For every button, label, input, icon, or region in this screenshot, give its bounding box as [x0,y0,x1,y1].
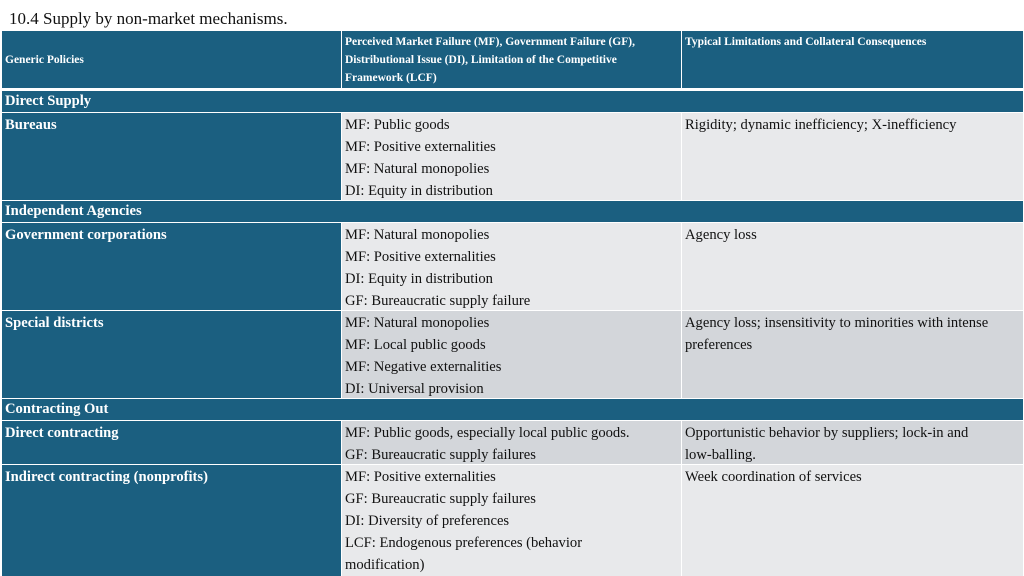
failures-cell [342,421,682,464]
failure-item: MF: Natural monopolies [345,315,490,331]
failures-cell [342,311,682,398]
limitation-item: Agency loss [685,227,757,243]
failure-item: MF: Positive externalities [345,139,496,155]
header-failures-line: Framework (LCF) [345,72,437,84]
policy-cell: Government corporations [2,223,342,310]
section-independent-agencies: Independent Agencies [2,201,1023,223]
limitation-item: low-balling. [685,447,756,463]
table-row-bureaus [2,113,1023,201]
limitations-cell [682,113,1023,200]
failure-item: MF: Public goods, especially local public goods. [345,425,630,441]
failure-item: DI: Diversity of preferences [345,513,510,529]
failure-item: MF: Positive externalities [345,249,496,265]
failure-item: LCF: Endogenous preferences (behavior [345,535,583,551]
policy-cell: Indirect contracting (nonprofits) [2,465,342,576]
limitations-cell [682,421,1023,464]
table-header-row [2,31,1023,91]
section-contracting-out: Contracting Out [2,399,1023,421]
slide-title: 10.4 Supply by non-market mechanisms. [9,9,288,28]
policy-cell: Direct contracting [2,421,342,464]
limitations-cell [682,223,1023,310]
failure-item: GF: Bureaucratic supply failures [345,447,536,463]
table-row-direct-contracting [2,421,1023,465]
failure-item: modification) [345,557,425,573]
failures-cell [342,113,682,200]
failure-item: MF: Local public goods [345,337,486,353]
limitation-item: preferences [685,337,753,353]
table-row-government-corporations [2,223,1023,311]
limitation-item: Rigidity; dynamic inefficiency; X-inefficiency [685,117,957,133]
header-failures-line: Distributional Issue (DI), Limitation of the Competitive [345,54,617,66]
limitations-cell [682,311,1023,398]
header-generic-policies: Generic Policies [2,31,342,88]
table-row-special-districts [2,311,1023,399]
limitation-item: Agency loss; insensitivity to minorities with intense [685,315,989,331]
limitations-cell [682,465,1023,576]
failure-item: GF: Bureaucratic supply failure [345,293,531,309]
failure-item: MF: Natural monopolies [345,161,490,177]
table-row-indirect-contracting [2,465,1023,576]
section-direct-supply: Direct Supply [2,91,1023,113]
policy-cell: Special districts [2,311,342,398]
policy-table [2,31,1023,576]
failure-item: DI: Equity in distribution [345,183,493,199]
policy-cell: Bureaus [2,113,342,200]
header-failures [342,31,682,88]
failure-item: GF: Bureaucratic supply failures [345,491,536,507]
limitation-item: Week coordination of services [685,469,862,485]
failures-cell [342,223,682,310]
limitation-item: Opportunistic behavior by suppliers; lock-in and [685,425,969,441]
failure-item: DI: Universal provision [345,381,484,397]
failures-cell [342,465,682,576]
failure-item: MF: Negative externalities [345,359,502,375]
failure-item: MF: Natural monopolies [345,227,490,243]
failure-item: DI: Equity in distribution [345,271,493,287]
failure-item: MF: Public goods [345,117,450,133]
failure-item: MF: Positive externalities [345,469,496,485]
header-limitations: Typical Limitations and Collateral Consequences [682,31,1023,88]
header-failures-line: Perceived Market Failure (MF), Government Failure (GF), [345,36,635,48]
